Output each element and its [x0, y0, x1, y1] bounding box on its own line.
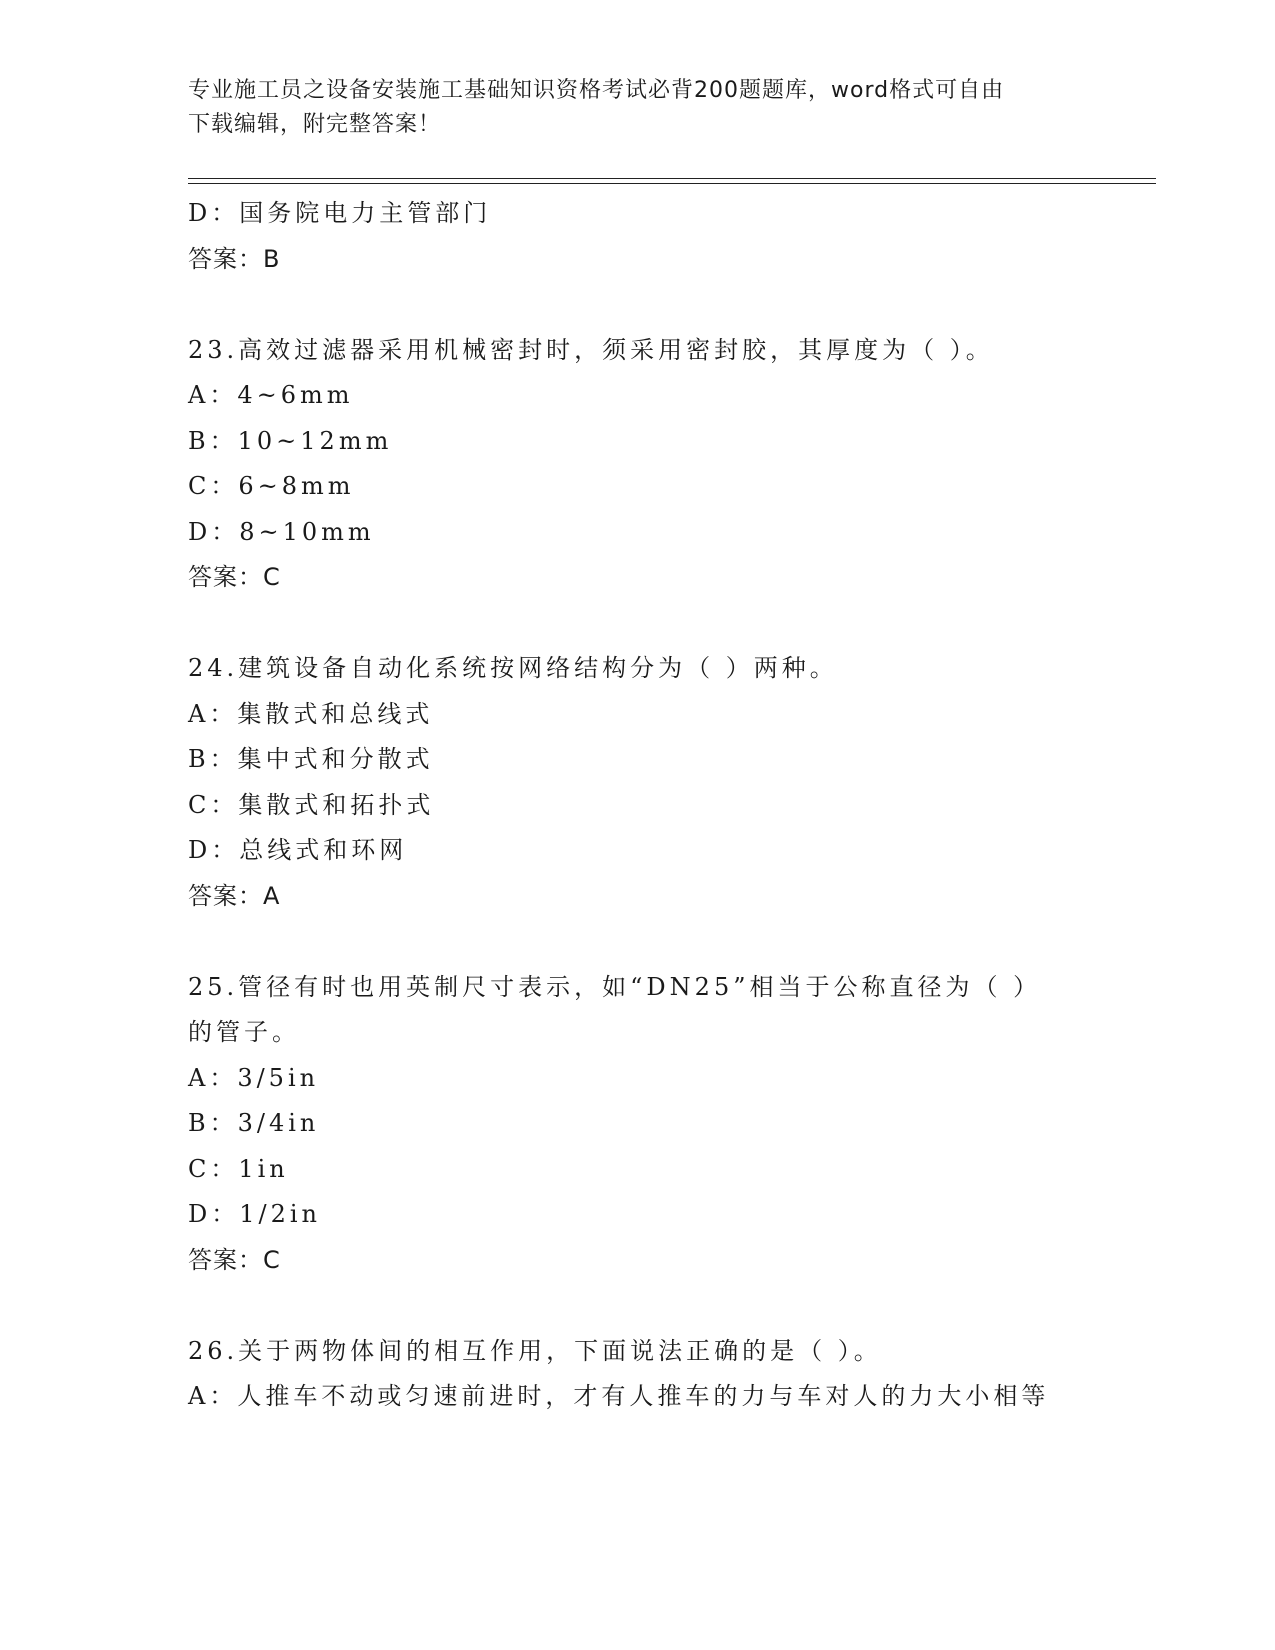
prev-question-option-d: D：国务院电力主管部门 [188, 199, 492, 227]
question-spacer [188, 919, 1088, 965]
question-answer: 答案：C [188, 563, 281, 591]
question-answer: 答案：A [188, 881, 281, 910]
question-stem-line-1: 25.管径有时也用英制尺寸表示，如“DN25”相当于公称直径为（ ） [188, 972, 1042, 1001]
question-25 [188, 965, 1088, 1284]
option-c: C：1in [188, 1154, 289, 1183]
question-23 [188, 328, 1088, 601]
option-b: B：10~12mm [188, 426, 393, 455]
question-spacer [188, 1283, 1088, 1329]
question-stem: 26.关于两物体间的相互作用，下面说法正确的是（ ）。 [188, 1336, 882, 1365]
header-divider-bottom [188, 183, 1156, 184]
question-stem: 23.高效过滤器采用机械密封时，须采用密封胶，其厚度为（ ）。 [188, 335, 994, 364]
option-b: B：3/4in [188, 1109, 320, 1137]
option-a: A：人推车不动或匀速前进时，才有人推车的力与车对人的力大小相等 [188, 1382, 1050, 1410]
question-answer: 答案：C [188, 1245, 281, 1274]
question-26 [188, 1329, 1088, 1420]
option-a: A：集散式和总线式 [188, 699, 434, 728]
question-24 [188, 646, 1088, 919]
option-c: C：6~8mm [188, 472, 355, 500]
header-title-line-1: 专业施工员之设备安装施工基础知识资格考试必背200题题库，word格式可自由 [188, 78, 1005, 103]
question-spacer [188, 601, 1088, 647]
header-divider-top [188, 178, 1156, 179]
question-spacer [188, 282, 1088, 328]
question-stem-line-2: 的管子。 [188, 1018, 300, 1046]
document-header [188, 74, 1068, 142]
option-d: D：总线式和环网 [188, 836, 408, 864]
option-b: B：集中式和分散式 [188, 745, 434, 773]
option-c: C：集散式和拓扑式 [188, 790, 435, 819]
option-a: A：4~6mm [188, 381, 354, 409]
option-d: D：1/2in [188, 1200, 321, 1228]
header-title-line-2: 下载编辑，附完整答案！ [188, 112, 442, 137]
prev-question-answer: 答案：B [188, 244, 281, 273]
question-list [188, 191, 1088, 1420]
option-d: D：8~10mm [188, 517, 375, 546]
option-a: A：3/5in [188, 1063, 320, 1092]
question-stem: 24.建筑设备自动化系统按网络结构分为（ ）两种。 [188, 654, 838, 682]
